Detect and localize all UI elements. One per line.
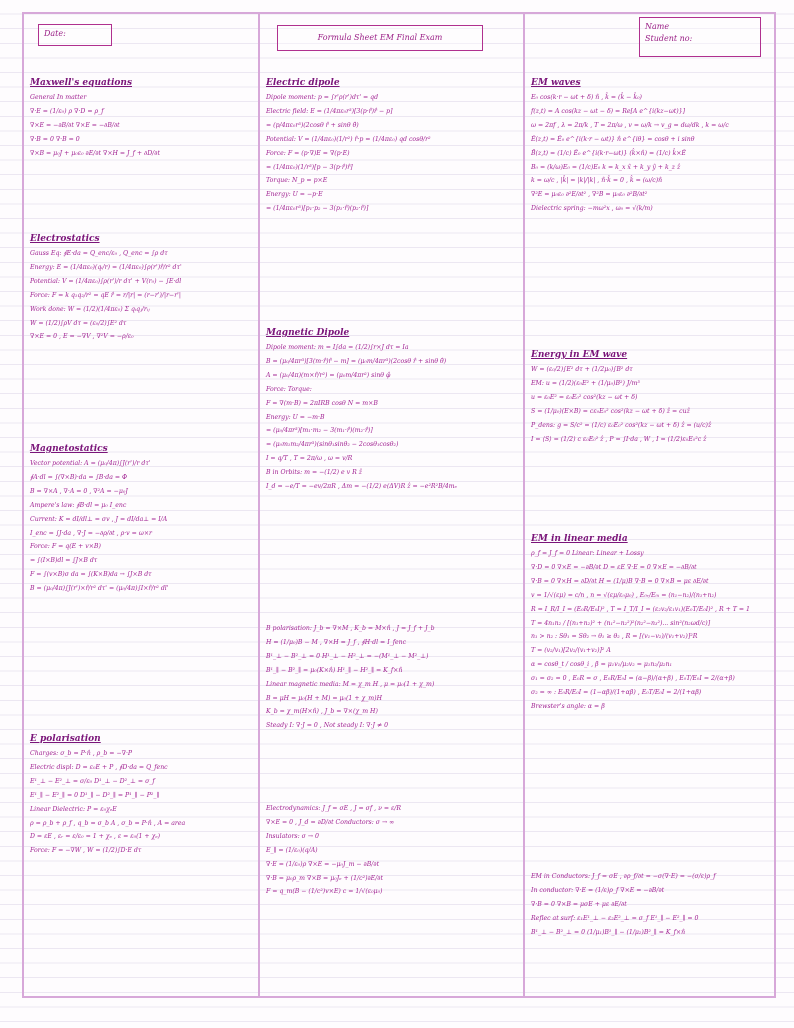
formula-line: Ampere's law: ∮B·dl = μ₀ I_enc xyxy=(30,501,127,509)
formula-line: Dipole moment: p = ∫r'ρ(r')dτ' = qd xyxy=(266,94,379,101)
formula-line: F = ∫(v×B)σ da = ∫(K×B)da → ∫J×B dτ xyxy=(30,571,152,579)
formula-line: Force: F = q(E + v×B) xyxy=(30,543,101,551)
formula-line: I = ⟨S⟩ = (1/2) c ε₀E₀² ẑ , P = ∫I·da , W , I = (1/2)ε₀E₀²c ẑ xyxy=(531,435,707,443)
formula-line: v = 1/√(εμ) = c/n , n = √(εμ/ε₀μ₀) , E₀ᵣ/E₀ᵢ = (n₁−n₂)/(n₁+n₂) xyxy=(531,591,717,599)
formula-line: Potential: V = (1/4πε₀)∫ρ(r')/r dτ' + V(r₀) − ∫E·dl xyxy=(30,277,182,285)
formula-line: Force: F = k q₁q₂/r² = qE r̂ = r/|r| = (r−r')/|r−r'| xyxy=(30,291,181,299)
formula-line: Current: K = dI/dl⊥ = σv , J = dI/da⊥ = I/A xyxy=(30,515,168,523)
formula-line: = (1/4πε₀r³)[p₁·p₂ − 3(p₁·r̂)(p₂·r̂)] xyxy=(266,205,369,213)
section-title: EM waves xyxy=(531,78,581,88)
formula-line: ∇×E = 0 , J_d = ∂D/∂t Conductors: σ → ∞ xyxy=(266,818,395,826)
formula-line: ∮A·dl = ∫(∇×B)·da = ∫B·da = Φ xyxy=(30,473,128,481)
formula-line: k = ω/c , |k̂| = |k|/|k| , n̂·k̂ = 0 , k̂ = (ω/c)n̂ xyxy=(531,177,663,185)
section-title: Electrostatics xyxy=(30,234,100,244)
formula-line: n₁ > n₂ : Sθ₁ = Sθ₂ → θ₁ ≥ θ₂ , R = [(v₁−v₂)/(v₁+v₂)]²R xyxy=(531,633,698,641)
maxwell-section xyxy=(24,78,258,161)
formula-line: Reflec at surf: ε₁E¹_⊥ − ε₂E²_⊥ = σ_f E¹_∥ − E²_∥ = 0 xyxy=(531,914,699,922)
formula-line: B = ∇×A , ∇·A = 0 , ∇²A = −μ₀J xyxy=(30,487,128,495)
energy-em-section xyxy=(525,350,775,446)
formula-line: B in Orbits: m = −(1/2) e v R ẑ xyxy=(266,469,363,477)
formula-line: σ₁ = σ₂ = 0 , E₀R = σ , E₀R/E₀I = (α−β)/(α+β) , E₀T/E₀I = 2/(α+β) xyxy=(531,675,735,683)
formula-line: A = (μ₀/4π)(m×r̂/r²) = (μ₀m/4πr²) sinθ φ̂ xyxy=(266,371,391,379)
formula-line: Steady I: ∇·J = 0 , Not steady I: ∇·J ≠ 0 xyxy=(266,722,389,730)
formula-line: General In matter xyxy=(30,94,87,101)
formula-line: B̃(z,t) = (1/c) Ẽ₀ e^{i(k·r−ωt)} (k̂×n̂) = (1/c) k̂×Ẽ xyxy=(531,149,686,157)
e-polarisation-section xyxy=(24,734,258,858)
magnetostatics-section xyxy=(24,444,258,596)
formula-line: B = (μ₀/4πr³)[3(m·r̂)r̂ − m] = (μ₀m/4πr³)(2cosθ r̂ + sinθ θ̂) xyxy=(266,357,447,365)
formula-line: α = cosθ_t / cosθ_i , β = μ₁v₁/μ₂v₂ = μ₁n₂/μ₂n₁ xyxy=(531,661,672,669)
formula-line: Work done: W = (1/2)(1/4πε₀) Σ qᵢqⱼ/rᵢⱼ xyxy=(30,305,150,313)
formula-line: Energy: E = (1/4πε₀)(qᵢ/r) = (1/4πε₀)∫ρ(r')r̂/r² dτ' xyxy=(30,263,182,271)
formula-line: Linear Dielectric: P = ε₀χₑE xyxy=(30,805,117,813)
formula-line: ∇²E = μ₀ε₀ ∂²E/∂t² , ∇²B = μ₀ε₀ ∂²B/∂t² xyxy=(531,191,648,199)
formula-line: In conductor: ∇·E = (1/ε)ρ_f ∇×E = −∂B/∂t xyxy=(531,886,665,894)
formula-line: S = (1/μ₀)(E×B) = cε₀E₀² cos²(kz − ωt + δ) ẑ = cuẑ xyxy=(531,407,690,415)
formula-line: = (μ₀m₁m₂/4πr³)(sinθ₁sinθ₂ − 2cosθ₁cosθ₂) xyxy=(266,441,399,449)
formula-line: B = μH = μ₀(H + M) = μ₀(1 + χ_m)H xyxy=(266,694,382,702)
name-label: Name xyxy=(645,22,670,31)
linear-media-section xyxy=(525,534,775,714)
formula-line: = (p/4πε₀r³)(2cosθ r̂ + sinθ θ̂) xyxy=(266,121,359,129)
formula-line: B¹_⊥ − B²_⊥ = 0 H¹_⊥ − H²_⊥ = −(M¹_⊥ − M²_⊥) xyxy=(266,652,429,660)
formula-line: ∇·D = 0 ∇×E = −∂B/∂t D = εE ∇·E = 0 ∇×E = −∂B/∂t xyxy=(531,563,697,571)
formula-line: σ₂ = ∞ : E₀R/E₀I = (1−αβ)/(1+αβ) , E₀T/E₀I = 2/(1+αβ) xyxy=(531,689,702,697)
formula-line: = ∫(I×B)dl = ∫J×B dτ xyxy=(30,557,98,565)
formula-line: Force: F = −∇W , W = (1/2)∫D·E dτ xyxy=(30,847,142,855)
b-polarisation-section xyxy=(260,622,523,733)
formula-line: Electric displ: D = ε₀E + P , ∮D·da = Q_fenc xyxy=(30,763,168,771)
name-box xyxy=(639,17,761,57)
title-box xyxy=(277,25,483,51)
magnetic-dipole-section xyxy=(260,328,523,494)
student-no-label: Student no: xyxy=(645,34,693,43)
date-label: Date: xyxy=(44,29,66,38)
formula-line: ∇×E = −∂B/∂t ∇×E = −∂B/∂t xyxy=(30,121,120,129)
formula-line: Force: Torque: xyxy=(266,385,312,393)
formula-line: Energy: U = −p·E xyxy=(266,191,323,199)
page-title: Formula Sheet EM Final Exam xyxy=(317,33,443,42)
formula-line: ∇·B = 0 ∇×B = μσE + με ∂E/∂t xyxy=(531,900,627,908)
formula-line: Force: F = (p·∇)E = ∇(p·E) xyxy=(266,149,350,157)
formula-line: E¹_⊥ − E²_⊥ = σ/ε₀ D¹_⊥ − D²_⊥ = σ_f xyxy=(30,777,155,785)
electrodynamics-section xyxy=(260,802,523,899)
formula-line: Electrodynamics: J_f = σE , J = σf , ν = ε/R xyxy=(266,805,402,812)
formula-line: E_∥ = (1/ε₀)(q/A) xyxy=(266,846,318,854)
formula-line: Linear magnetic media: M = χ_m H , μ = μ₀(1 + χ_m) xyxy=(266,680,435,688)
conductors-section xyxy=(525,870,775,940)
formula-line: ∇·B = 0 ∇·B = 0 xyxy=(30,135,80,143)
formula-line: W = (1/2)∫ρV dτ = (ε₀/2)∫E² dτ xyxy=(30,319,127,327)
formula-line: I = q/T , T = 2π/ω , ω = v/R xyxy=(266,455,353,463)
formula-line: u = ε₀E² = ε₀E₀² cos²(kz − ωt + δ) xyxy=(531,393,638,401)
em-waves-section xyxy=(525,78,775,216)
formula-line: Dielectric spring: −mω²x , ω₀ = √(k/m) xyxy=(531,205,653,213)
formula-line: B¹_⊥ − B²_⊥ = 0 (1/μ₁)B¹_∥ − (1/μ₂)B²_∥ = K_f×n̂ xyxy=(531,928,686,936)
formula-line: Potential: V = (1/4πε₀)(1/r²) r̂·p = (1/4πε₀) qd cosθ/r² xyxy=(266,135,431,143)
formula-line: B₀ = (k/ω)E₀ = (1/c)E₀ k = k_x x̂ + k_y ŷ + k_z ẑ xyxy=(531,163,681,171)
formula-line: ∇×E = 0 , E = −∇V , ∇²V = −ρ/ε₀ xyxy=(30,333,134,341)
formula-line: R = I_R/I_I = (E₀R/E₀I)² , T = I_T/I_I = (ε₂v₂/ε₁v₁)(E₀T/E₀I)² , R + T = 1 xyxy=(531,605,750,613)
formula-line: F = ∇(m·B) = 2πIRB cosθ N = m×B xyxy=(266,399,378,407)
section-title: EM in linear media xyxy=(531,534,628,544)
formula-line: ρ_f = J_f = 0 Linear: Linear + Lossy xyxy=(531,550,644,557)
formula-line: T = (v₂/v₁)[2v₂/(v₁+v₂)]² A xyxy=(531,647,611,655)
formula-line: Torque: N_p = p×E xyxy=(266,177,328,185)
formula-line: Electric field: E = (1/4πε₀r³)[3(p·r̂)r̂ − p] xyxy=(266,107,393,115)
formula-line: H = (1/μ₀)B − M , ∇×H = J_f , ∮H·dl = I_fenc xyxy=(266,638,407,646)
formula-line: ∇·B = 0 ∇×H = ∂D/∂t H = (1/μ)B ∇·B = 0 ∇×B = με ∂E/∂t xyxy=(531,577,709,585)
section-title: Magnetostatics xyxy=(30,444,108,454)
formula-line: Vector potential: A = (μ₀/4π)∫J(r')/r dτ' xyxy=(30,460,151,467)
section-title: Magnetic Dipole xyxy=(266,328,350,338)
formula-line: ∇·E = (1/ε₀) ρ ∇·D = ρ_f xyxy=(30,107,104,115)
formula-line: ∇·E = (1/ε₀)ρ ∇×E = −μ₀J_m − ∂B/∂t xyxy=(266,860,380,868)
formula-line: K_b = χ_m(H×n̂) , J_b = ∇×(χ_m H) xyxy=(266,708,378,716)
section-title: E polarisation xyxy=(30,734,101,744)
formula-line: I_enc = ∫J·da , ∇·J = −∂ρ/∂t , ρ·v = ω×r xyxy=(30,529,152,537)
formula-line: B¹_∥ − B²_∥ = μ₀(K×n̂) H¹_∥ − H²_∥ = K_f×n̂ xyxy=(266,666,403,674)
formula-line: Energy: U = −m·B xyxy=(266,413,325,421)
formula-line: I_d = −e/T = −ev/2πR , Δm = −(1/2) e(ΔV)R ẑ = −e²R²B/4mₑ xyxy=(266,483,457,491)
formula-line: W = (ε₀/2)∫E² dτ + (1/2μ₀)∫B² dτ xyxy=(531,366,633,373)
formula-line: Ẽ(z,t) = Ẽ₀ e^{i(k·r − ωt)} n̂ e^{iθ} = cosθ + i sinθ xyxy=(531,135,695,143)
formula-line: Gauss Eq: ∮E·da = Q_enc/ε₀ , Q_enc = ∫ρ dτ xyxy=(30,250,168,257)
formula-line: EM in Conductors: J_f = σE , ∂ρ_f/∂t = −σ(∇·E) = −(σ/ε)ρ_f xyxy=(531,873,716,880)
formula-line: Brewster's angle: α = β xyxy=(531,702,605,710)
formula-line: P_dens: g = S/c² = (1/c) ε₀E₀² cos²(kz − ωt + δ) ẑ = (u/c)ẑ xyxy=(531,421,712,429)
section-title: Electric dipole xyxy=(266,78,340,88)
date-box xyxy=(38,24,112,46)
section-title: Maxwell's equations xyxy=(30,78,133,88)
formula-line: E₀ cos(k·r − ωt + δ) n̂ , k̂ = (k̂ − k̂₀) xyxy=(531,94,642,101)
formula-line: ∇×B = μ₀J + μ₀ε₀ ∂E/∂t ∇×H = J_f + ∂D/∂t xyxy=(30,149,160,157)
section-title: Energy in EM wave xyxy=(531,350,628,360)
formula-line: T = 4n₁n₂ / [(n₁+n₂)² + (n₁²−n₂²)²(n₂²−n₃²)... sin²(n₂ωd/c)] xyxy=(531,619,711,627)
formula-line: B = (μ₀/4π)∫J(r')×r̂/r² dτ' = (μ₀/4π)∫I×r̂/r² dl' xyxy=(30,585,169,593)
formula-line: ∇·B = μ₀ρ_m ∇×B = μ₀Jₑ + (1/c²)∂E/∂t xyxy=(266,874,383,882)
formula-line: Insulators: σ → 0 xyxy=(266,832,319,840)
formula-line: ω = 2πf , λ = 2π/k , T = 2π/ω , v = ω/k → v_g = dω/dk , k = ω/c xyxy=(531,121,729,129)
formula-line: F = q_m(B − (1/c²)v×E) c = 1/√(ε₀μ₀) xyxy=(266,888,383,896)
formula-line: D = εE , εᵣ = ε/ε₀ = 1 + χₑ , ε = ε₀(1 + χₑ) xyxy=(30,833,161,841)
formula-line: ρ = ρ_b + ρ_f , q_b = σ_b A , σ_b = P·n̂ , A = area xyxy=(30,819,186,827)
formula-line: EM: u = (1/2)(ε₀E² + (1/μ₀)B²) J/m³ xyxy=(531,379,640,387)
formula-line: = (1/4πε₀)(1/r³)[p − 3(p·r̂)r̂] xyxy=(266,163,353,171)
formula-line: B polarisation: J_b = ∇×M , K_b = M×n̂ , J = J_f + J_b xyxy=(266,625,435,632)
electric-dipole-section xyxy=(260,78,523,216)
formula-line: Dipole moment: m = I∫da = (1/2)∫r×J dτ = Ia xyxy=(266,344,409,351)
formula-line: Charges: σ_b = P·n̂ , ρ_b = −∇·P xyxy=(30,750,133,757)
formula-line: E¹_∥ − E²_∥ = 0 D¹_∥ − D²_∥ = P¹_∥ − P²_∥ xyxy=(30,791,160,799)
formula-line: = (μ₀/4πr³)[m₁·m₂ − 3(m₁·r̂)(m₂·r̂)] xyxy=(266,427,373,435)
electrostatics-section xyxy=(24,234,258,344)
formula-line: f(z,t) = A cos(kz − ωt − δ) = Re[A e^{i(kz−ωt)}] xyxy=(531,107,686,115)
